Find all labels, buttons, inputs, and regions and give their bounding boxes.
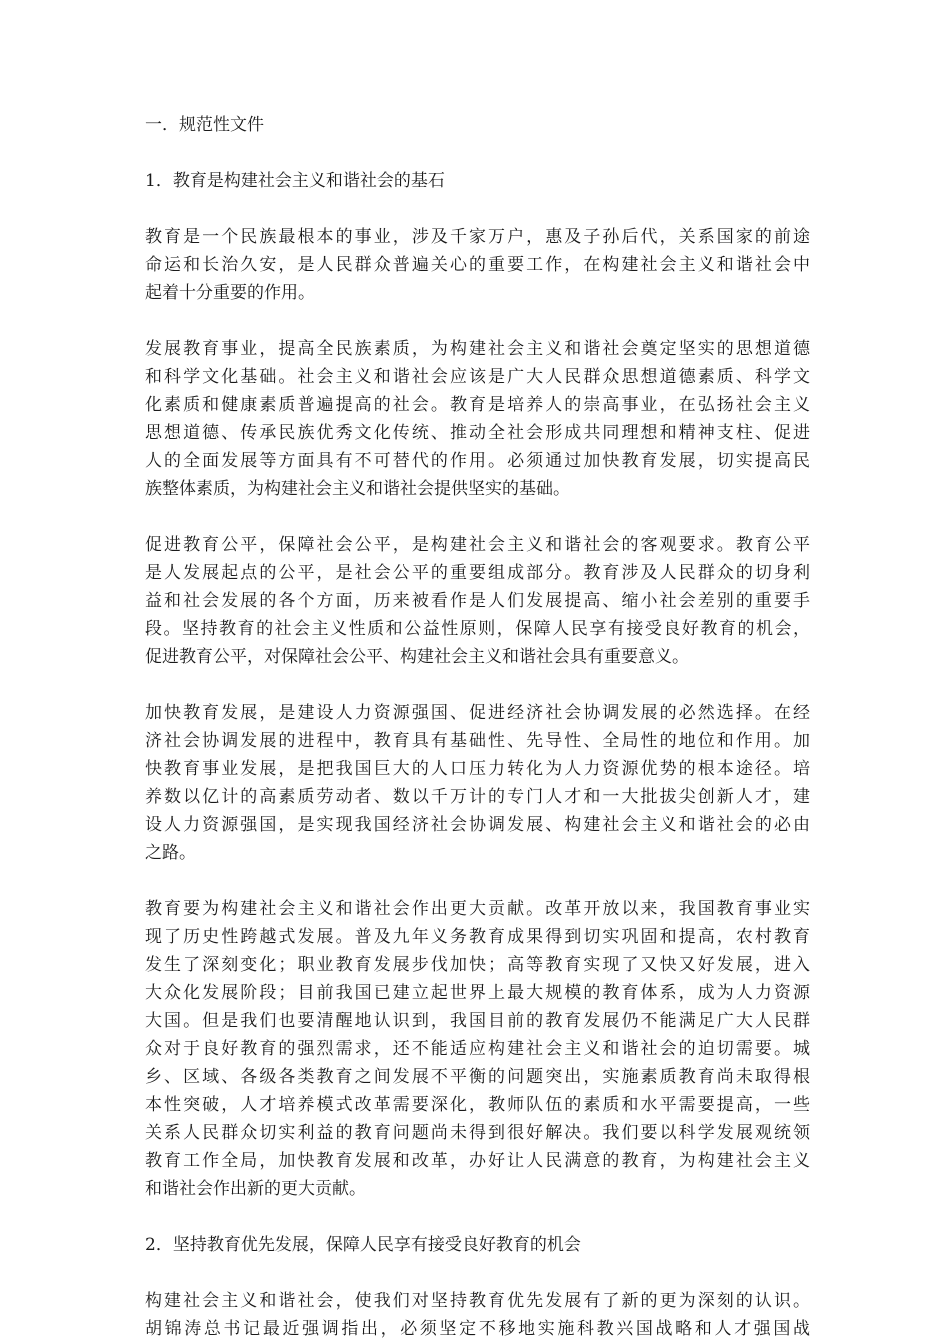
paragraph [145,1287,810,1343]
paragraph [145,335,810,503]
paragraph-line: 思想道德、传承民族优秀文化传统、推动全社会形成共同理想和精神支柱、促进 [145,423,810,443]
paragraph-line: 益和社会发展的各个方面，历来被看作是人们发展提高、缩小社会差别的重要手 [145,591,810,611]
document-heading: 一．规范性文件 [145,115,264,135]
paragraph-line: 和科学文化基础。社会主义和谐社会应该是广大人民群众思想道德素质、科学文 [145,367,810,387]
paragraph-line: 和谐社会作出新的更大贡献。 [145,1179,366,1199]
paragraph-line: 济社会协调发展的进程中，教育具有基础性、先导性、全局性的地位和作用。加 [145,731,810,751]
paragraph-line: 人的全面发展等方面具有不可替代的作用。必须通过加快教育发展，切实提高民 [145,451,810,471]
paragraph-line: 众对于良好教育的强烈需求，还不能适应构建社会主义和谐社会的迫切需要。城 [145,1039,810,1059]
paragraph-line: 大国。但是我们也要清醒地认识到，我国目前的教育发展仍不能满足广大人民群 [145,1011,810,1031]
spacer [145,503,810,531]
paragraph-line: 乡、区域、各级各类教育之间发展不平衡的问题突出，实施素质教育尚未取得根 [145,1067,810,1087]
paragraph-line: 段。坚持教育的社会主义性质和公益性原则，保障人民享有接受良好教育的机会， [145,619,810,639]
paragraph-line: 构建社会主义和谐社会，使我们对坚持教育优先发展有了新的更为深刻的认识。 [145,1291,810,1311]
paragraph-line: 快教育事业发展，是把我国巨大的人口压力转化为人力资源优势的根本途径。培 [145,759,810,779]
paragraph-line: 现了历史性跨越式发展。普及九年义务教育成果得到切实巩固和提高，农村教育 [145,927,810,947]
paragraph-line: 命运和长治久安，是人民群众普遍关心的重要工作，在构建社会主义和谐社会中 [145,255,810,275]
paragraph [145,895,810,1203]
paragraph-line: 族整体素质，为构建社会主义和谐社会提供坚实的基础。 [145,479,570,499]
paragraph-line: 本性突破，人才培养模式改革需要深化，教师队伍的素质和水平需要提高，一些 [145,1095,810,1115]
paragraph-line: 是人发展起点的公平，是社会公平的重要组成部分。教育涉及人民群众的切身利 [145,563,810,583]
section-title: 2．坚持教育优先发展，保障人民享有接受良好教育的机会 [145,1235,581,1255]
paragraph-line: 促进教育公平，保障社会公平，是构建社会主义和谐社会的客观要求。教育公平 [145,535,810,555]
paragraph [145,699,810,867]
spacer [145,195,810,223]
spacer [145,671,810,699]
paragraph-line: 设人力资源强国，是实现我国经济社会协调发展、构建社会主义和谐社会的必由 [145,815,810,835]
paragraph-line: 化素质和健康素质普遍提高的社会。教育是培养人的崇高事业，在弘扬社会主义 [145,395,810,415]
paragraph-line: 加快教育发展，是建设人力资源强国、促进经济社会协调发展的必然选择。在经 [145,703,810,723]
paragraph-line: 胡锦涛总书记最近强调指出，必须坚定不移地实施科教兴国战略和人才强国战 [145,1319,810,1339]
paragraph-line: 之路。 [145,843,196,863]
spacer [145,867,810,895]
spacer [145,1203,810,1231]
document-body [145,111,810,1343]
paragraph-line: 大众化发展阶段；目前我国已建立起世界上最大规模的教育体系，成为人力资源 [145,983,810,1003]
spacer [145,307,810,335]
paragraph-line: 养数以亿计的高素质劳动者、数以千万计的专门人才和一大批拔尖创新人才，建 [145,787,810,807]
paragraph [145,223,810,307]
spacer [145,1259,810,1287]
paragraph-line: 促进教育公平，对保障社会公平、构建社会主义和谐社会具有重要意义。 [145,647,689,667]
spacer [145,139,810,167]
section-title: 1．教育是构建社会主义和谐社会的基石 [145,171,445,191]
paragraph-line: 教育要为构建社会主义和谐社会作出更大贡献。改革开放以来，我国教育事业实 [145,899,810,919]
paragraph [145,531,810,671]
paragraph-line: 教育工作全局，加快教育发展和改革，办好让人民满意的教育，为构建社会主义 [145,1151,810,1171]
paragraph-line: 起着十分重要的作用。 [145,283,315,303]
paragraph-line: 发展教育事业，提高全民族素质，为构建社会主义和谐社会奠定坚实的思想道德 [145,339,810,359]
paragraph-line: 发生了深刻变化；职业教育发展步伐加快；高等教育实现了又快又好发展，进入 [145,955,810,975]
paragraph-line: 关系人民群众切实利益的教育问题尚未得到很好解决。我们要以科学发展观统领 [145,1123,810,1143]
paragraph-line: 教育是一个民族最根本的事业，涉及千家万户，惠及子孙后代，关系国家的前途 [145,227,810,247]
